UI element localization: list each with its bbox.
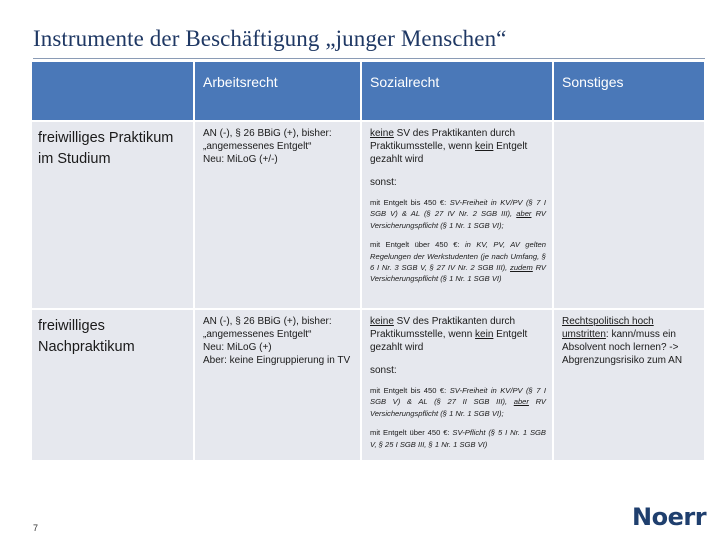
sv-rule-bis-450: mit Entgelt bis 450 €: SV-Freiheit in KV/PV (§ 7 I SGB V) & AL (§ 27 II SGB III), aber RV Versicherungspflicht (§ 1 Nr. 1 SGB VI); <box>370 386 546 418</box>
title-divider <box>33 58 705 59</box>
column-header-sonstiges: Sonstiges <box>554 62 704 122</box>
row-label-nachpraktikum: freiwilliges Nachpraktikum <box>32 310 195 462</box>
text-line: Neu: MiLoG (+) <box>203 342 272 353</box>
column-header-arbeitsrecht: Arbeitsrecht <box>195 62 362 122</box>
text-line: Neu: MiLoG (+/-) <box>203 154 278 165</box>
sv-rule-bis-450: mit Entgelt bis 450 €: SV-Freiheit in KV/PV (§ 7 I SGB V) & AL (§ 27 IV Nr. 2 SGB III), aber RV Versicherungspflicht (§ 1 Nr. 1 SGB VI); <box>370 198 546 230</box>
comparison-table <box>32 62 704 462</box>
table-header-corner <box>32 62 195 122</box>
noerr-logo: Noerr <box>632 503 707 531</box>
page-number: 7 <box>33 523 39 533</box>
text-line: Aber: keine Eingruppierung in TV <box>203 355 351 366</box>
page-title: Instrumente der Beschäftigung „junger Menschen“ <box>33 26 507 51</box>
cell-arbeitsrecht-nachpraktikum <box>195 310 362 462</box>
rechtspolitisch-note: Rechtspolitisch hoch umstritten <box>562 316 654 340</box>
cell-sozialrecht-nachpraktikum <box>362 310 554 462</box>
sonst-label: sonst: <box>370 177 397 188</box>
text-line: AN (-), § 26 BBiG (+), bisher: <box>203 128 332 139</box>
text-line: AN (-), § 26 BBiG (+), bisher: <box>203 316 332 327</box>
text-line: „angemessenes Entgelt“ <box>203 329 312 340</box>
row-label-praktikum-studium: freiwilliges Praktikum im Studium <box>32 122 195 310</box>
sonst-label: sonst: <box>370 365 397 376</box>
sv-statement: keine SV des Praktikanten durch Praktikumsstelle, wenn kein Entgelt gezahlt wird <box>370 128 528 165</box>
cell-sonstiges-nachpraktikum <box>554 310 704 462</box>
sv-rule-ueber-450: mit Entgelt über 450 €: in KV, PV, AV gelten Regelungen der Werkstudenten (je nach Umfang, § 6 I Nr. 3 SGB V, § 27 IV Nr. 2 SGB III), zudem RV Versicherungspflicht (§ 1 Nr. 1 SGB VI) <box>370 240 547 284</box>
cell-sozialrecht-praktikum <box>362 122 554 310</box>
cell-arbeitsrecht-praktikum <box>195 122 362 310</box>
cell-sonstiges-praktikum <box>554 122 704 310</box>
abgrenzung-note: : kann/muss ein Absolvent noch lernen? -> Abgrenzungsrisiko zum AN <box>562 329 683 366</box>
column-header-sozialrecht: Sozialrecht <box>362 62 554 122</box>
sv-rule-ueber-450: mit Entgelt über 450 €: SV-Pflicht (§ 5 I Nr. 1 SGB V, § 25 I SGB III, § 1 Nr. 1 SGB VI) <box>370 428 547 449</box>
text-line: „angemessenes Entgelt“ <box>203 141 312 152</box>
sv-statement: keine SV des Praktikanten durch Praktikumsstelle, wenn kein Entgelt gezahlt wird <box>370 316 528 353</box>
